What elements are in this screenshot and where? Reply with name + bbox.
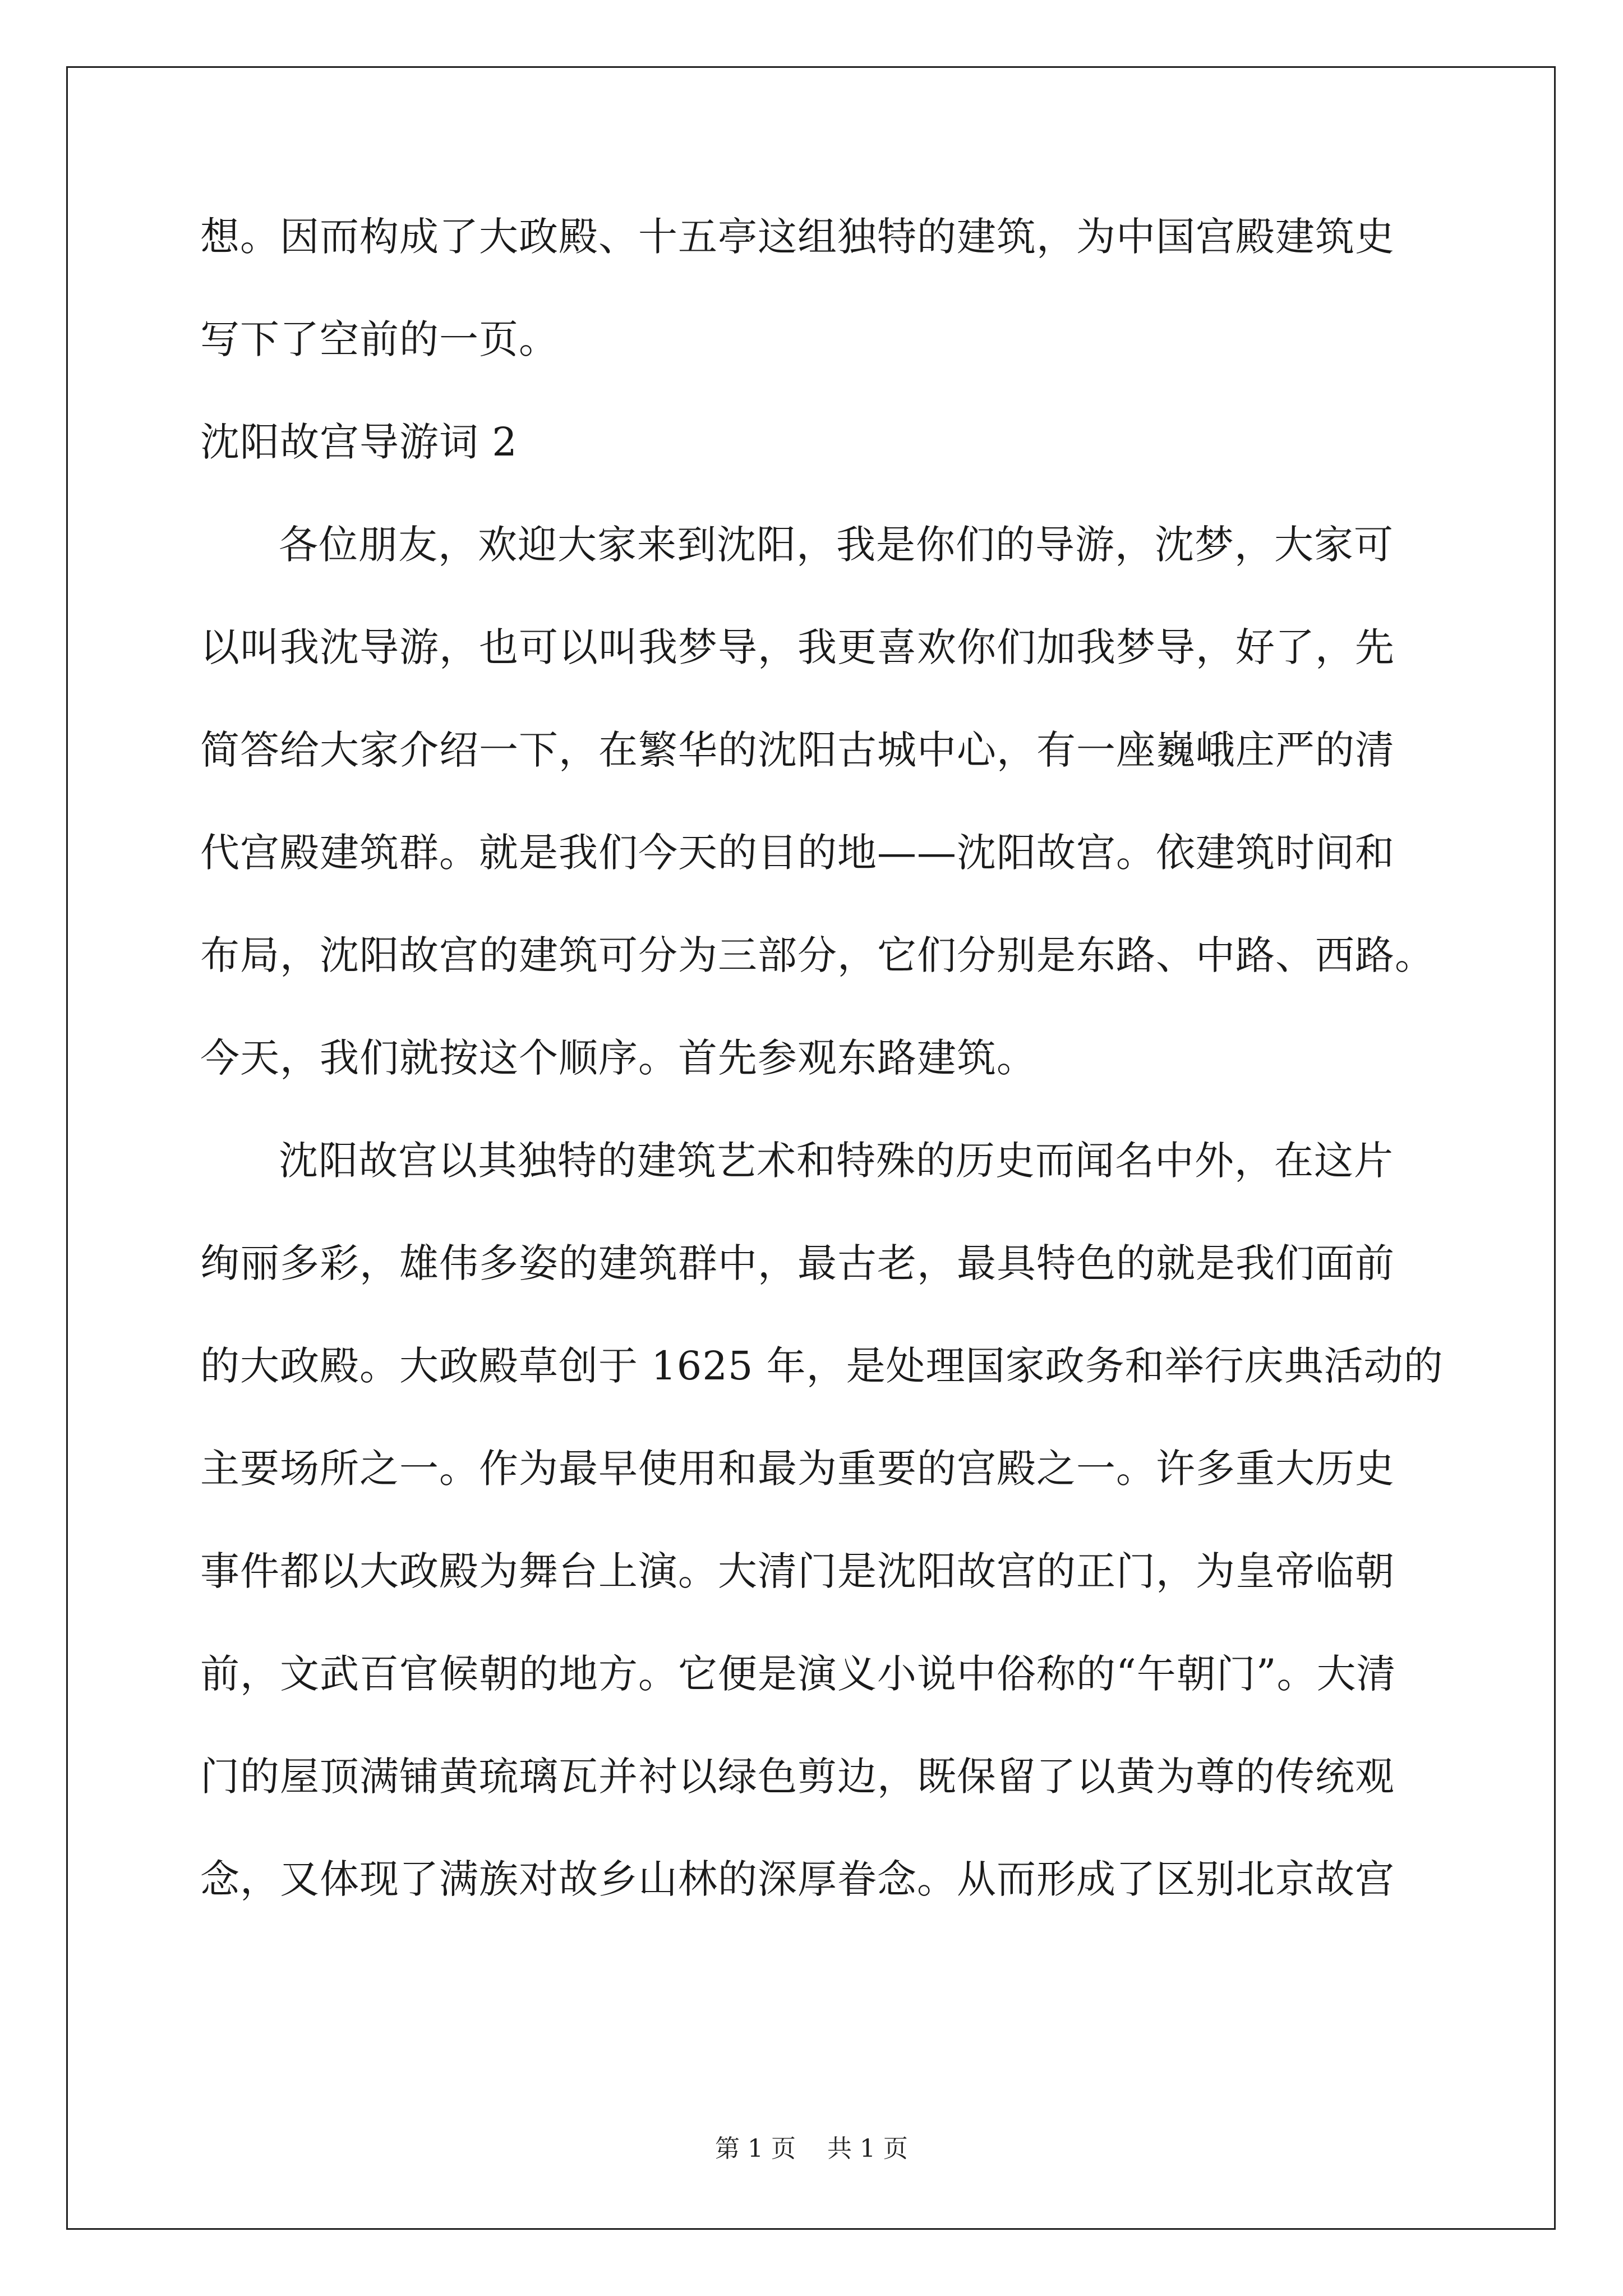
page-number-footer: 第 1 页 共 1 页: [715, 2134, 908, 2163]
paragraph-line: 沈阳故宫以其独特的建筑艺术和特殊的历史而闻名中外，在这片: [279, 1138, 1394, 1184]
paragraph-line: 念，又体现了满族对故乡山林的深厚眷念。从而形成了区别北京故宫: [200, 1856, 1395, 1902]
paragraph-line: 事件都以大政殿为舞台上演。大清门是沈阳故宫的正门，为皇帝临朝: [200, 1548, 1395, 1594]
paragraph-line: 以叫我沈导游，也可以叫我梦导，我更喜欢你们加我梦导，好了，先: [200, 624, 1395, 670]
section-heading: 沈阳故宫导游词 2: [200, 419, 518, 465]
paragraph-line: 各位朋友，欢迎大家来到沈阳，我是你们的导游，沈梦，大家可: [279, 522, 1394, 568]
paragraph-line: 绚丽多彩，雄伟多姿的建筑群中，最古老，最具特色的就是我们面前: [200, 1240, 1395, 1286]
paragraph-line: 写下了空前的一页。: [200, 316, 559, 362]
paragraph-line: 布局，沈阳故宫的建筑可分为三部分，它们分别是东路、中路、西路。: [200, 932, 1435, 978]
document-body: [200, 213, 1456, 1958]
paragraph-line: 前，文武百官候朝的地方。它便是演义小说中俗称的“午朝门”。大清: [200, 1651, 1396, 1697]
paragraph-line: 的大政殿。大政殿草创于 1625 年，是处理国家政务和举行庆典活动的: [200, 1343, 1444, 1389]
paragraph-line: 简答给大家介绍一下，在繁华的沈阳古城中心，有一座巍峨庄严的清: [200, 727, 1395, 773]
paragraph-line: 代宫殿建筑群。就是我们今天的目的地——沈阳故宫。依建筑时间和: [200, 830, 1395, 876]
paragraph-line: 门的屋顶满铺黄琉璃瓦并衬以绿色剪边，既保留了以黄为尊的传统观: [200, 1754, 1395, 1800]
paragraph-line: 主要场所之一。作为最早使用和最为重要的宫殿之一。许多重大历史: [200, 1446, 1395, 1492]
paragraph-line: 想。因而构成了大政殿、十五亭这组独特的建筑，为中国宫殿建筑史: [200, 214, 1395, 260]
paragraph-line: 今天，我们就按这个顺序。首先参观东路建筑。: [200, 1035, 1036, 1081]
